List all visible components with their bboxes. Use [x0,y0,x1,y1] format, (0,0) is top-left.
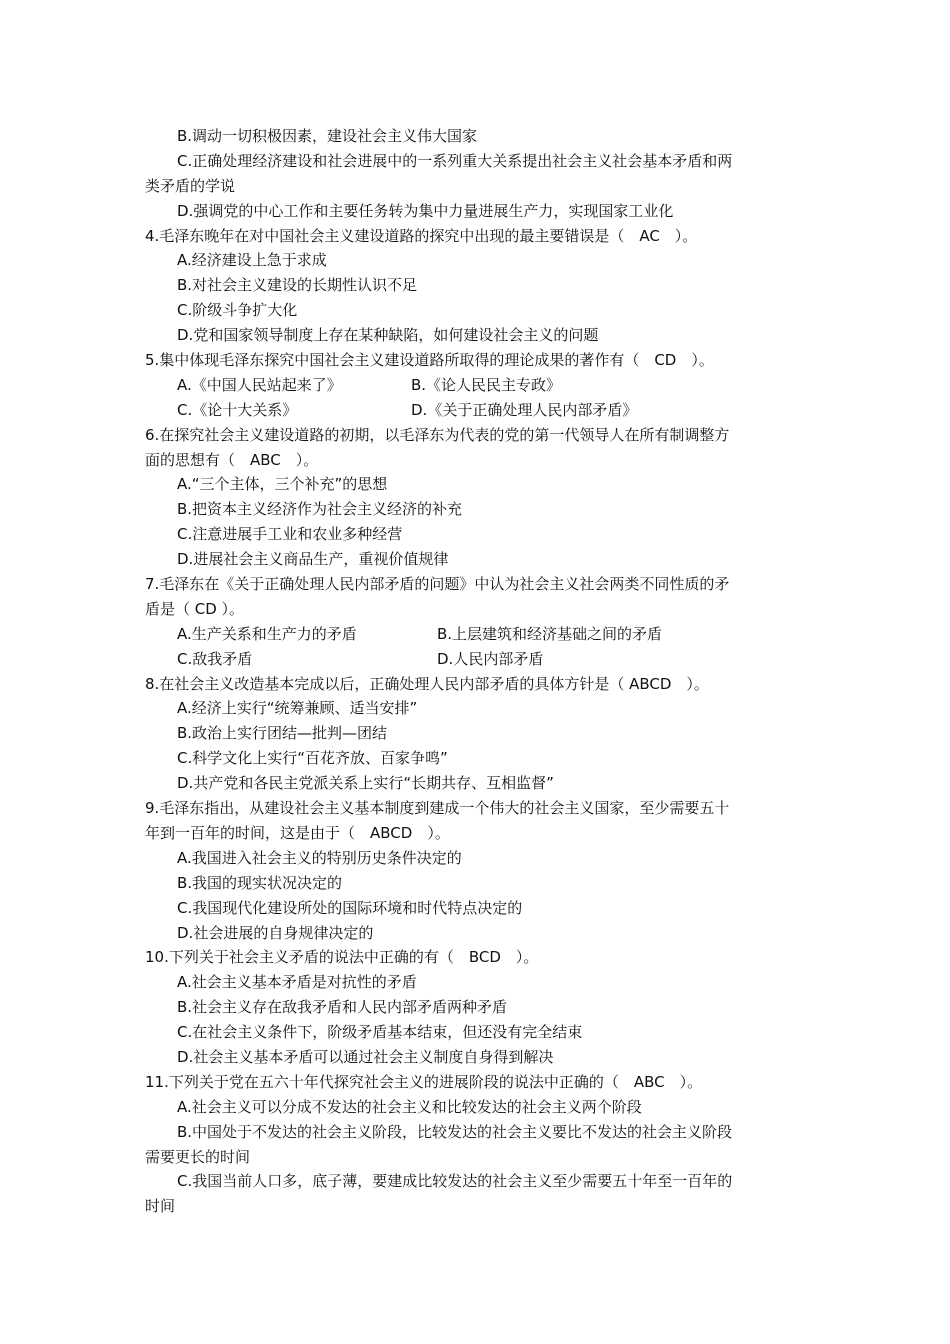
continuation-line: 时间 [145,1197,176,1216]
document-body [145,124,815,1219]
option-line: D.社会主义基本矛盾可以通过社会主义制度自身得到解决 [177,1047,554,1066]
question-line: 11.下列关于党在五六十年代探究社会主义的进展阶段的说法中正确的（ ABC ）。 [145,1072,703,1091]
option-line: C.科学文化上实行“百花齐放、百家争鸣” [177,749,448,768]
question-line: 4.毛泽东晚年在对中国社会主义建设道路的探究中出现的最主要错误是（ AC ）。 [145,226,698,245]
option-line: C.正确处理经济建设和社会进展中的一系列重大关系提出社会主义社会基本矛盾和两 [177,151,733,170]
option-cell: A.《中国人民站起来了》 [177,375,342,394]
option-line: B.政治上实行团结—批判—团结 [177,724,388,743]
continuation-line: 年到一百年的时间，这是由于（ ABCD ）。 [145,823,450,842]
option-line: C.我国当前人口多，底子薄，要建成比较发达的社会主义至少需要五十年至一百年的 [177,1172,733,1191]
option-line: B.社会主义存在敌我矛盾和人民内部矛盾两种矛盾 [177,998,508,1017]
option-cell: D.《关于正确处理人民内部矛盾》 [411,400,638,419]
option-row [145,622,815,647]
option-line: A.经济上实行“统筹兼顾、适当安排” [177,699,418,718]
question-line: 8.在社会主义改造基本完成以后，正确处理人民内部矛盾的具体方针是（ ABCD ）。 [145,674,709,693]
option-line: D.进展社会主义商品生产，重视价值规律 [177,550,449,569]
option-cell: D.人民内部矛盾 [437,649,544,668]
option-line: A.社会主义基本矛盾是对抗性的矛盾 [177,973,417,992]
option-cell: B.上层建筑和经济基础之间的矛盾 [437,624,663,643]
option-line: B.把资本主义经济作为社会主义经济的补充 [177,500,463,519]
option-line: A.我国进入社会主义的特别历史条件决定的 [177,848,462,867]
option-line: B.调动一切积极因素，建设社会主义伟大国家 [177,127,478,145]
option-line: D.强调党的中心工作和主要任务转为集中力量进展生产力，实现国家工业化 [177,201,674,220]
question-line: 7.毛泽东在《关于正确处理人民内部矛盾的问题》中认为社会主义社会两类不同性质的矛 [145,575,730,594]
option-line: C.阶级斗争扩大化 [177,301,298,320]
question-line: 6.在探究社会主义建设道路的初期，以毛泽东为代表的党的第一代领导人在所有制调整方 [145,425,730,444]
option-line: B.中国处于不发达的社会主义阶段，比较发达的社会主义要比不发达的社会主义阶段 [177,1122,733,1141]
question-line: 9.毛泽东指出，从建设社会主义基本制度到建成一个伟大的社会主义国家，至少需要五十 [145,799,730,818]
option-row [145,373,815,398]
question-line: 5.集中体现毛泽东探究中国社会主义建设道路所取得的理论成果的著作有（ CD ）。 [145,351,714,370]
option-line: D.党和国家领导制度上存在某种缺陷，如何建设社会主义的问题 [177,326,599,345]
option-line: C.我国现代化建设所处的国际环境和时代特点决定的 [177,898,523,917]
option-line: A.经济建设上急于求成 [177,251,327,270]
continuation-line: 面的思想有（ ABC ）。 [145,450,319,469]
continuation-line: 类矛盾的学说 [145,176,236,195]
option-cell: B.《论人民民主专政》 [411,375,562,394]
option-cell: C.《论十大关系》 [177,400,298,419]
option-line: A.“三个主体，三个补充”的思想 [177,475,388,494]
question-line: 10.下列关于社会主义矛盾的说法中正确的有（ BCD ）。 [145,948,539,967]
option-line: A.社会主义可以分成不发达的社会主义和比较发达的社会主义两个阶段 [177,1097,642,1116]
option-line: C.注意进展手工业和农业多种经营 [177,525,403,544]
option-line: D.社会进展的自身规律决定的 [177,923,374,942]
option-row [145,398,815,423]
option-line: B.我国的现实状况决定的 [177,873,343,892]
option-line: D.共产党和各民主党派关系上实行“长期共存、互相监督” [177,774,554,793]
continuation-line: 盾是（ CD ）。 [145,599,245,618]
option-row [145,647,815,672]
continuation-line: 需要更长的时间 [145,1147,251,1166]
option-cell: C.敌我矛盾 [177,649,253,668]
option-cell: A.生产关系和生产力的矛盾 [177,624,357,643]
option-line: B.对社会主义建设的长期性认识不足 [177,276,418,295]
option-line: C.在社会主义条件下，阶级矛盾基本结束，但还没有完全结束 [177,1023,583,1042]
